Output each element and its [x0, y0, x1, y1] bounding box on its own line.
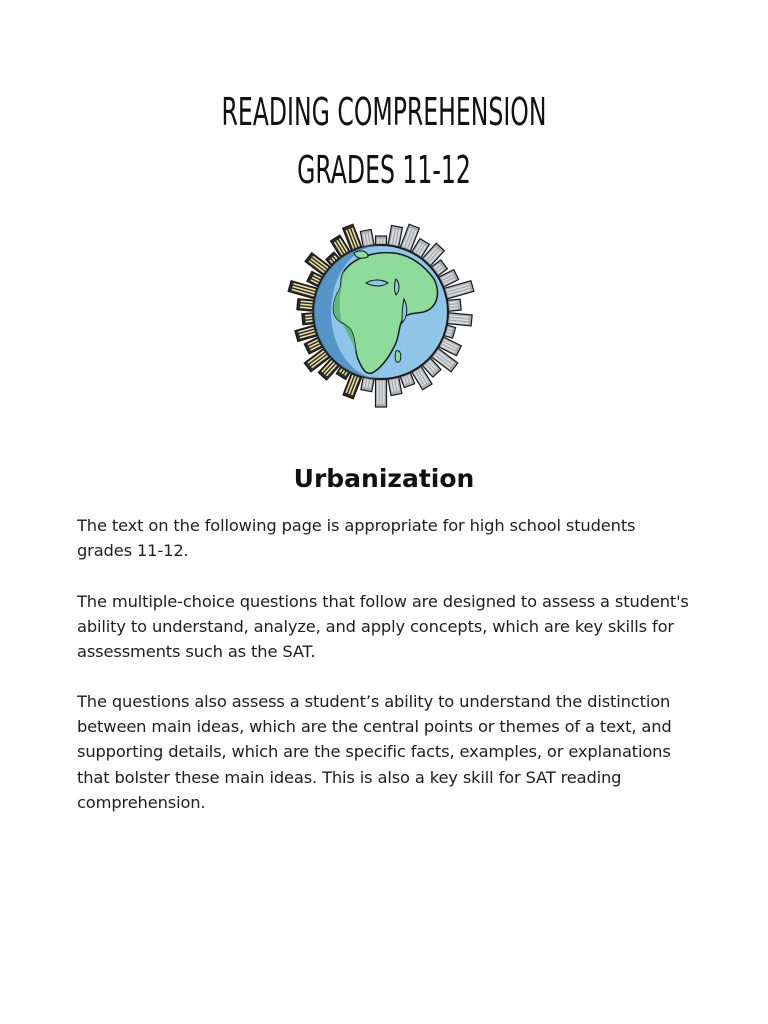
document-title-line-2: GRADES 11-12 [297, 148, 471, 192]
globe-with-city-skyline-icon [284, 213, 478, 409]
intro-paragraph-3: The questions also assess a student’s ability to understand the distinction between main ideas, which are the central points or themes of a text, and supporting details, which are the specific facts, examples, or explanations that bolster these main ideas. This is also a key skill for SAT reading comprehension. [77, 692, 672, 812]
intro-paragraph-1: The text on the following page is appropriate for high school students grades 11-12. [77, 516, 636, 561]
document-title-line-1: READING COMPREHENSION [221, 90, 547, 134]
intro-paragraph-2: The multiple-choice questions that follow are designed to assess a student's ability to understand, analyze, and apply concepts, which are key skills for assessments such as the SAT. [77, 592, 689, 662]
section-heading: Urbanization [293, 464, 475, 493]
